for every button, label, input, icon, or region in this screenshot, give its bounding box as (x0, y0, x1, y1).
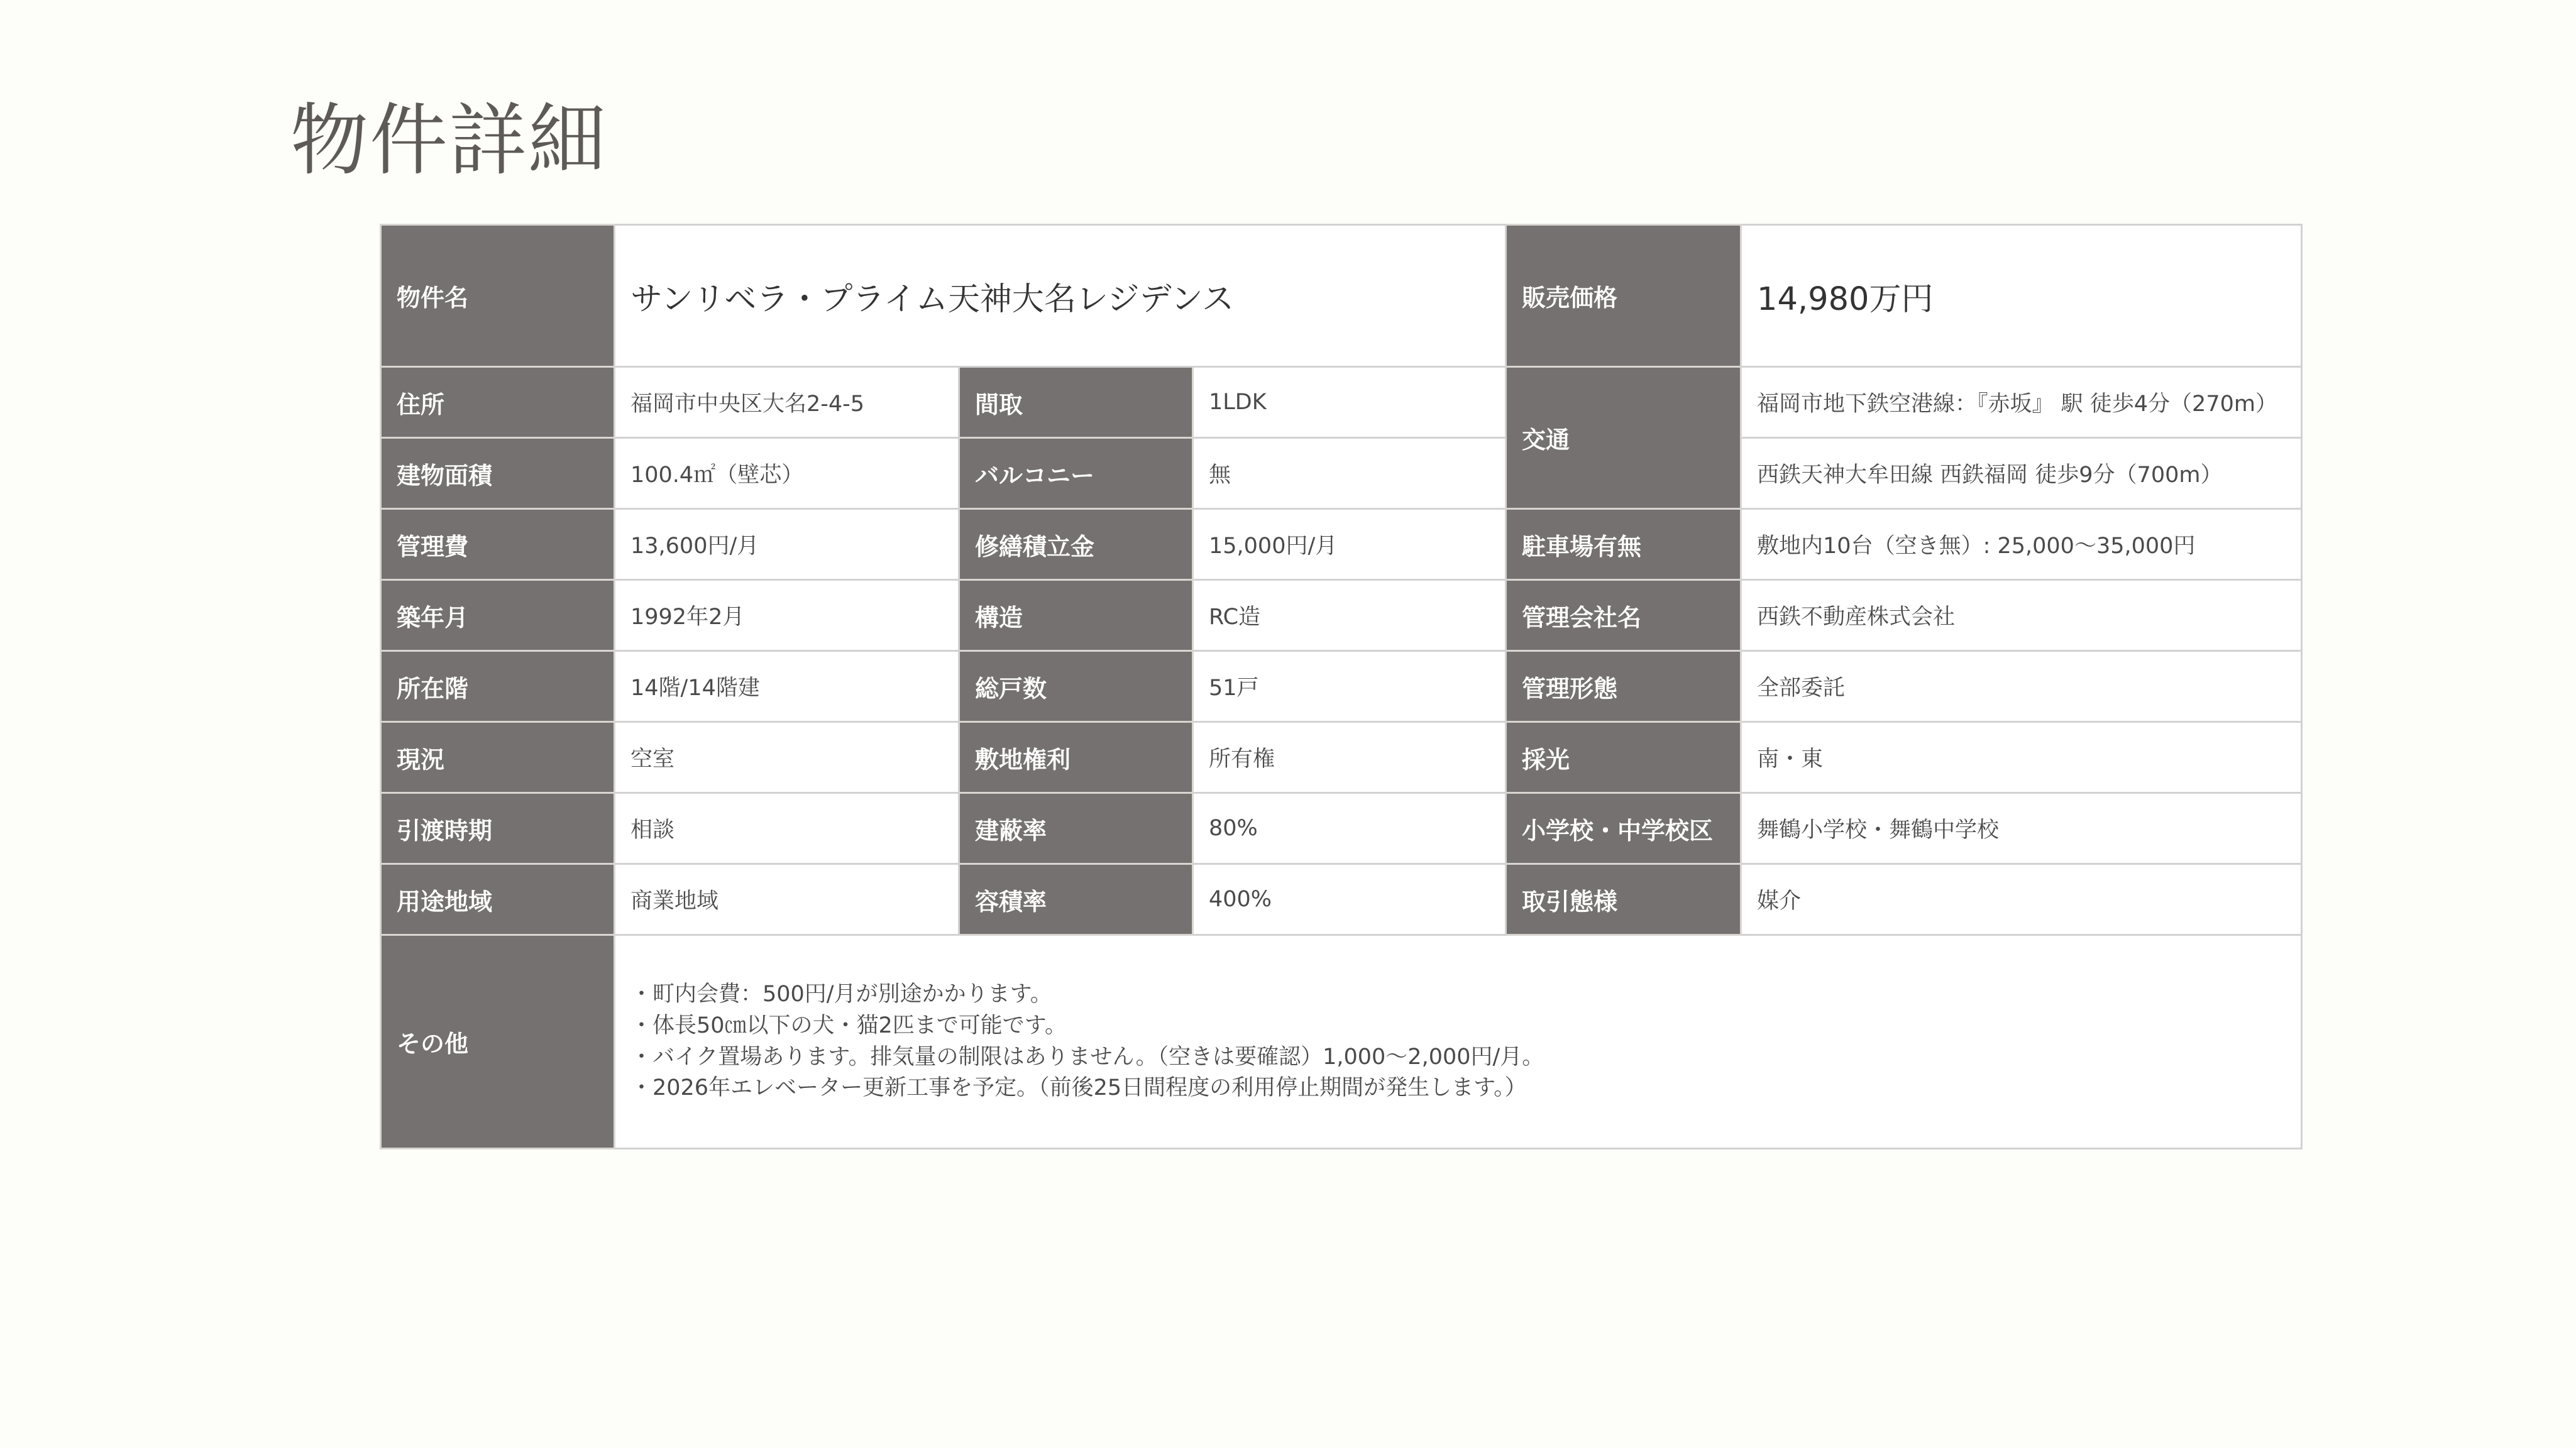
property-details-table (380, 224, 2303, 1149)
zoning-label: 用途地域 (381, 864, 615, 935)
note-line: ・体長50㎝以下の犬・猫2匹まで可能です。 (630, 1012, 1067, 1038)
table-row (381, 509, 2302, 580)
structure-label: 構造 (959, 580, 1193, 651)
sunlight-value: 南・東 (1741, 722, 2302, 793)
parking-label: 駐車場有無 (1506, 509, 1741, 580)
floor-area-ratio-label: 容積率 (959, 864, 1193, 935)
other-label: その他 (381, 935, 615, 1149)
note-line: ・2026年エレベーター更新工事を予定。（前後25日間程度の利用停止期間が発生します。） (630, 1075, 1527, 1101)
transaction-type-value: 媒介 (1741, 864, 2302, 935)
property-name-label: 物件名 (381, 225, 615, 367)
coverage-ratio-value: 80% (1193, 793, 1506, 864)
management-type-label: 管理形態 (1506, 651, 1741, 722)
management-fee-value: 13,600円/月 (615, 509, 959, 580)
balcony-label: バルコニー (959, 438, 1193, 509)
table-row (381, 367, 2302, 438)
sunlight-label: 採光 (1506, 722, 1741, 793)
price-value: 14,980万円 (1741, 225, 2302, 367)
transaction-type-label: 取引態様 (1506, 864, 1741, 935)
table-row (381, 722, 2302, 793)
table-row (381, 793, 2302, 864)
school-district-label: 小学校・中学校区 (1506, 793, 1741, 864)
access-label: 交通 (1506, 367, 1741, 509)
current-status-label: 現況 (381, 722, 615, 793)
address-value: 福岡市中央区大名2-4-5 (615, 367, 959, 438)
built-date-label: 築年月 (381, 580, 615, 651)
land-rights-value: 所有権 (1193, 722, 1506, 793)
handover-label: 引渡時期 (381, 793, 615, 864)
address-label: 住所 (381, 367, 615, 438)
school-district-value: 舞鶴小学校・舞鶴中学校 (1741, 793, 2302, 864)
table-row (381, 651, 2302, 722)
handover-value: 相談 (615, 793, 959, 864)
table-row (381, 225, 2302, 367)
note-line: ・バイク置場あります。排気量の制限はありません。（空きは要確認）1,000〜2,000円/月。 (630, 1044, 1544, 1070)
structure-value: RC造 (1193, 580, 1506, 651)
management-type-value: 全部委託 (1741, 651, 2302, 722)
table-row (381, 935, 2302, 1149)
price-label: 販売価格 (1506, 225, 1741, 367)
current-status-value: 空室 (615, 722, 959, 793)
zoning-value: 商業地域 (615, 864, 959, 935)
layout-label: 間取 (959, 367, 1193, 438)
coverage-ratio-label: 建蔽率 (959, 793, 1193, 864)
management-fee-label: 管理費 (381, 509, 615, 580)
total-units-value: 51戸 (1193, 651, 1506, 722)
management-company-label: 管理会社名 (1506, 580, 1741, 651)
layout-value: 1LDK (1193, 367, 1506, 438)
parking-value: 敷地内10台（空き無）: 25,000〜35,000円 (1741, 509, 2302, 580)
access-line-1: 福岡市地下鉄空港線：『赤坂』 駅 徒歩4分（270m） (1741, 367, 2302, 438)
property-name-value: サンリベラ・プライム天神大名レジデンス (615, 225, 1506, 367)
table-row (381, 438, 2302, 509)
repair-reserve-value: 15,000円/月 (1193, 509, 1506, 580)
note-line: ・町内会費：500円/月が別途かかります。 (630, 982, 1052, 1007)
table-row (381, 580, 2302, 651)
building-area-value: 100.4㎡（壁芯） (615, 438, 959, 509)
page-title: 物件詳細 (290, 96, 608, 186)
floor-area-ratio-value: 400% (1193, 864, 1506, 935)
floor-value: 14階/14階建 (615, 651, 959, 722)
building-area-label: 建物面積 (381, 438, 615, 509)
total-units-label: 総戸数 (959, 651, 1193, 722)
access-line-2: 西鉄天神大牟田線 西鉄福岡 徒歩9分（700m） (1741, 438, 2302, 509)
built-date-value: 1992年2月 (615, 580, 959, 651)
balcony-value: 無 (1193, 438, 1506, 509)
table-row (381, 864, 2302, 935)
management-company-value: 西鉄不動産株式会社 (1741, 580, 2302, 651)
land-rights-label: 敷地権利 (959, 722, 1193, 793)
repair-reserve-label: 修繕積立金 (959, 509, 1193, 580)
other-notes (615, 935, 2302, 1149)
floor-label: 所在階 (381, 651, 615, 722)
